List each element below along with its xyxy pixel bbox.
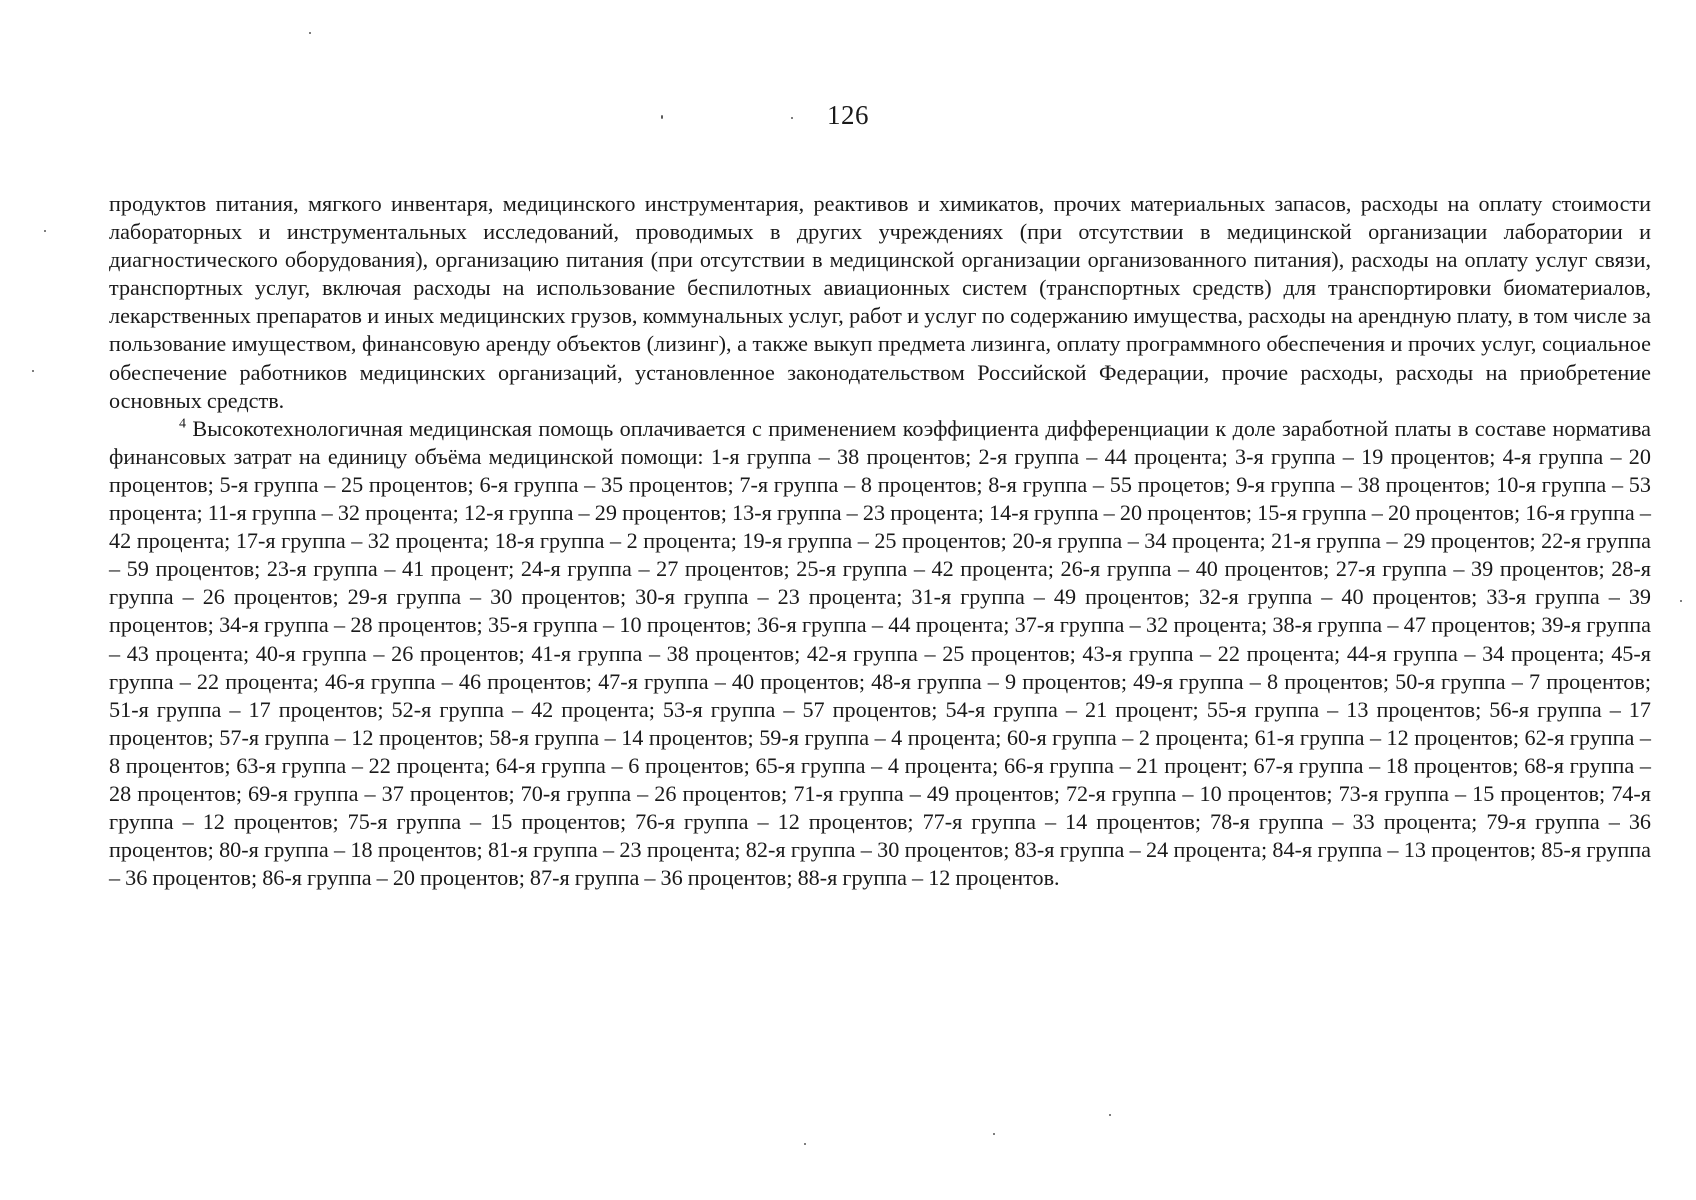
scan-speck <box>309 32 311 34</box>
scan-speck <box>661 115 663 119</box>
footnote-marker: 4 <box>179 416 186 432</box>
scan-speck <box>791 117 793 119</box>
footnote-paragraph <box>109 415 1651 893</box>
scan-speck <box>32 370 34 372</box>
document-body <box>109 190 1651 892</box>
scan-speck <box>1109 1114 1111 1116</box>
scan-speck <box>993 1133 995 1135</box>
scan-speck <box>1680 600 1682 602</box>
footnote-text: Высокотехнологичная медицинская помощь оплачивается с применением коэффициента дифференциации к доле заработной платы в составе норматива финансовых затрат на единицу объёма медицинской помощи: 1-я группа – 38 процентов; 2-я группа – 44 процента; 3-я группа – 19 процентов; 4-я группа – 20 процентов; 5-я группа – 25 процентов; 6-я группа – 35 процентов; 7-я группа – 8 процентов; 8-я группа – 55 процетов; 9-я группа – 38 процентов; 10-я группа – 53 процента; 11-я группа – 32 процента; 12-я группа – 29 процентов; 13-я группа – 23 процента; 14-я группа – 20 процентов; 15-я группа – 20 процентов; 16-я группа – 42 процента; 17-я группа – 32 процента; 18-я группа – 2 процента; 19-я группа – 25 процентов; 20-я группа – 34 процента; 21-я группа – 29 процентов; 22-я группа – 59 процентов; 23-я группа – 41 процент; 24-я группа – 27 процентов; 25-я группа – 42 процента; 26-я группа – 40 процентов; 27-я группа – 39 процентов; 28-я группа – 26 процентов; 29-я группа – 30 процентов; 30-я группа – 23 процента; 31-я группа – 49 процентов; 32-я группа – 40 процентов; 33-я группа – 39 процентов; 34-я группа – 28 процентов; 35-я группа – 10 процентов; 36-я группа – 44 процента; 37-я группа – 32 процента; 38-я группа – 47 процентов; 39-я группа – 43 процента; 40-я группа – 26 процентов; 41-я группа – 38 процентов; 42-я группа – 25 процентов; 43-я группа – 22 процента; 44-я группа – 34 процента; 45-я группа – 22 процента; 46-я группа – 46 процентов; 47-я группа – 40 процентов; 48-я группа – 9 процентов; 49-я группа – 8 процентов; 50-я группа – 7 процентов; 51-я группа – 17 процентов; 52-я группа – 42 процента; 53-я группа – 57 процентов; 54-я группа – 21 процент; 55-я группа – 13 процентов; 56-я группа – 17 процентов; 57-я группа – 12 процентов; 58-я группа – 14 процентов; 59-я группа – 4 процента; 60-я группа – 2 процента; 61-я группа – 12 процентов; 62-я группа – 8 процентов; 63-я группа – 22 процента; 64-я группа – 6 процентов; 65-я группа – 4 процента; 66-я группа – 21 процент; 67-я группа – 18 процентов; 68-я группа – 28 процентов; 69-я группа – 37 процентов; 70-я группа – 26 процентов; 71-я группа – 49 процентов; 72-я группа – 10 процентов; 73-я группа – 15 процентов; 74-я группа – 12 процентов; 75-я группа – 15 процентов; 76-я группа – 12 процентов; 77-я группа – 14 процентов; 78-я группа – 33 процента; 79-я группа – 36 процентов; 80-я группа – 18 процентов; 81-я группа – 23 процента; 82-я группа – 30 процентов; 83-я группа – 24 процента; 84-я группа – 13 процентов; 85-я группа – 36 процентов; 86-я группа – 20 процентов; 87-я группа – 36 процентов; 88-я группа – 12 процентов. <box>109 415 1651 891</box>
scan-speck <box>44 230 46 232</box>
scan-speck <box>804 1143 806 1145</box>
page-number: 126 <box>827 100 869 130</box>
continuation-paragraph: продуктов питания, мягкого инвентаря, медицинского инструментария, реактивов и химикатов, прочих материальных запасов, расходы на оплату стоимости лабораторных и инструментальных исследований, проводимых в других учреждениях (при отсутствии в медицинской организации лаборатории и диагностического оборудования), организацию питания (при отсутствии в медицинской организации организованного питания), расходы на оплату услуг связи, транспортных услуг, включая расходы на использование беспилотных авиационных систем (транспортных средств) для транспортировки биоматериалов, лекарственных препаратов и иных медицинских грузов, коммунальных услуг, работ и услуг по содержанию имущества, расходы на арендную плату, в том числе за пользование имуществом, финансовую аренду объектов (лизинг), а также выкуп предмета лизинга, оплату программного обеспечения и прочих услуг, социальное обеспечение работников медицинских организаций, установленное законодательством Российской Федерации, прочие расходы, расходы на приобретение основных средств. <box>109 191 1651 413</box>
